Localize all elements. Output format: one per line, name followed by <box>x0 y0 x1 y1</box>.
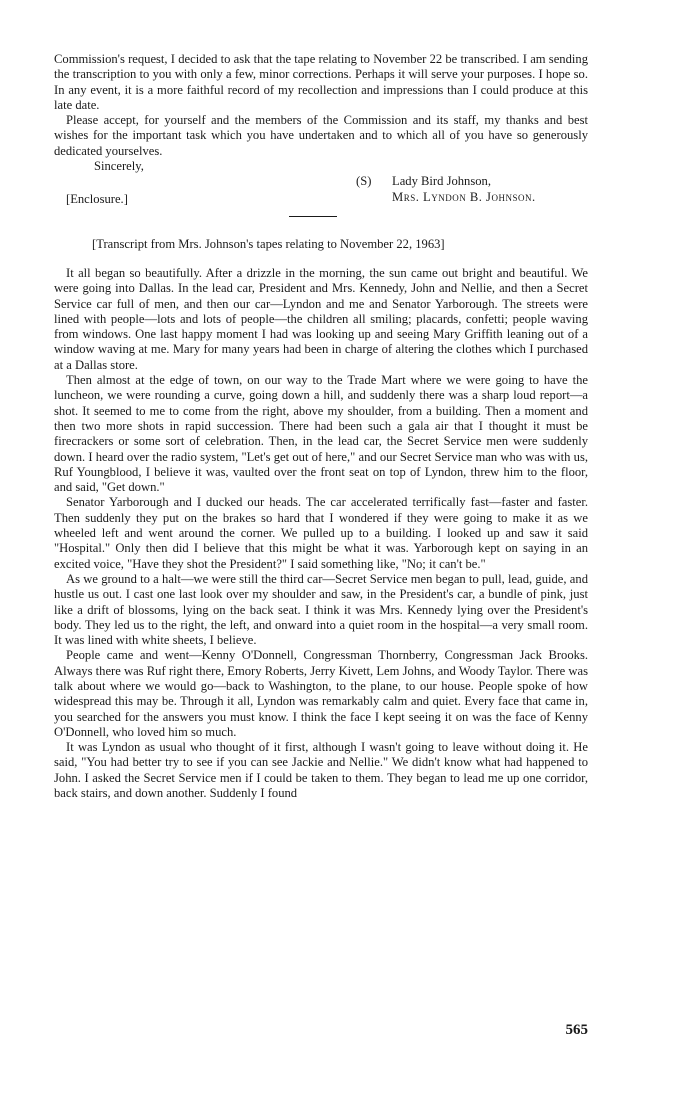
transcript-paragraph-6: It was Lyndon as usual who thought of it first, although I wasn't going to leave without doing it. He said, "You had better try to see if you can see Jackie and Nellie." We didn't know what had happened to John. I asked the Secret Service men if I could be taken to them. They began to lead me up one corridor, back stairs, and down another. Suddenly I found <box>54 740 588 801</box>
signature-mark: (S) <box>356 174 372 189</box>
signature-name: Lady Bird Johnson, <box>392 174 491 189</box>
page-number: 565 <box>565 1022 588 1038</box>
transcript-paragraph-3: Senator Yarborough and I ducked our heads. The car accelerated terrifically fast—faster and faster. Then suddenly they put on the brakes so hard that I wondered if they were going to make it as we wheeled left and went around the corner. We pulled up to a building. I looked up and saw it said "Hospital." Only then did I believe that this might be what it was. Yarborough kept on saying in an excited voice, "Have they shot the President?" I said something like, "No; it can't be." <box>54 495 588 571</box>
enclosure-note: [Enclosure.] <box>66 192 128 207</box>
letter-closing: Sincerely, <box>94 159 144 174</box>
transcript-paragraph-1: It all began so beautifully. After a drizzle in the morning, the sun came out bright and beautiful. We were going into Dallas. In the lead car, President and Mrs. Kennedy, John and Nellie, and then a Secret Service car full of men, and then our car—Lyndon and me and Senator Yarborough. The streets were lined with people—lots and lots of people—the children all smiling; placards, confetti; people waving from windows. One last happy moment I had was looking up and seeing Mary Griffith leaning out of a window waving at me. Mary for many years had been in charge of altering the clothes which I purchased at a Dallas store. <box>54 265 588 372</box>
section-divider <box>289 216 337 217</box>
letter-paragraph-2: Please accept, for yourself and the members of the Commission and its staff, my thanks and best wishes for the important task which you have undertaken and to which all of you have so generously dedicated yourselves. <box>54 113 588 158</box>
letter-paragraph-1: Commission's request, I decided to ask that the tape relating to November 22 be transcribed. I am sending the transcription to you with only a few, minor corrections. Perhaps it will serve your purposes. I hope so. In any event, it is a more faithful record of my recollection and impressions than I could produce at this late date. <box>54 52 588 112</box>
transcript-paragraph-5: People came and went—Kenny O'Donnell, Congressman Thornberry, Congressman Jack Brooks. Always there was Ruf right there, Emory Roberts, Jerry Kivett, Lem Johns, and Woody Taylor. There was talk about where we would go—back to Washington, to the plane, to our house. People spoke of how widespread this may be. Through it all, Lyndon was remarkably calm and quiet. Every face that came in, you searched for the answers you must know. I think the face I kept seeing it on was the face of Kenny O'Donnell, who loved him so much. <box>54 648 588 739</box>
transcript-heading: [Transcript from Mrs. Johnson's tapes relating to November 22, 1963] <box>92 236 445 251</box>
signature-title: Mrs. Lyndon B. Johnson. <box>392 189 536 204</box>
transcript-paragraph-2: Then almost at the edge of town, on our way to the Trade Mart where we were going to have the luncheon, we were rounding a curve, going down a hill, and suddenly there was a sharp loud report—a shot. It seemed to me to come from the right, above my shoulder, from a building. Then a moment and then two more shots in rapid succession. There had been such a gala air that I thought it must be firecrackers or some sort of celebration. Then, in the lead car, the Secret Service men were suddenly down. I heard over the radio system, "Let's get out of here," and our Secret Service man who was with us, Ruf Youngblood, I believe it was, vaulted over the front seat on top of Lyndon, threw him to the floor, and said, "Get down." <box>54 373 588 495</box>
transcript-paragraph-4: As we ground to a halt—we were still the third car—Secret Service men began to pull, lead, guide, and hustle us out. I cast one last look over my shoulder and saw, in the President's car, a bundle of pink, just like a drift of blossoms, lying on the back seat. I think it was Mrs. Kennedy lying over the President's body. They led us to the right, the left, and onward into a quiet room in the hospital—a very small room. It was lined with white sheets, I believe. <box>54 571 588 648</box>
signature-block <box>54 174 588 204</box>
